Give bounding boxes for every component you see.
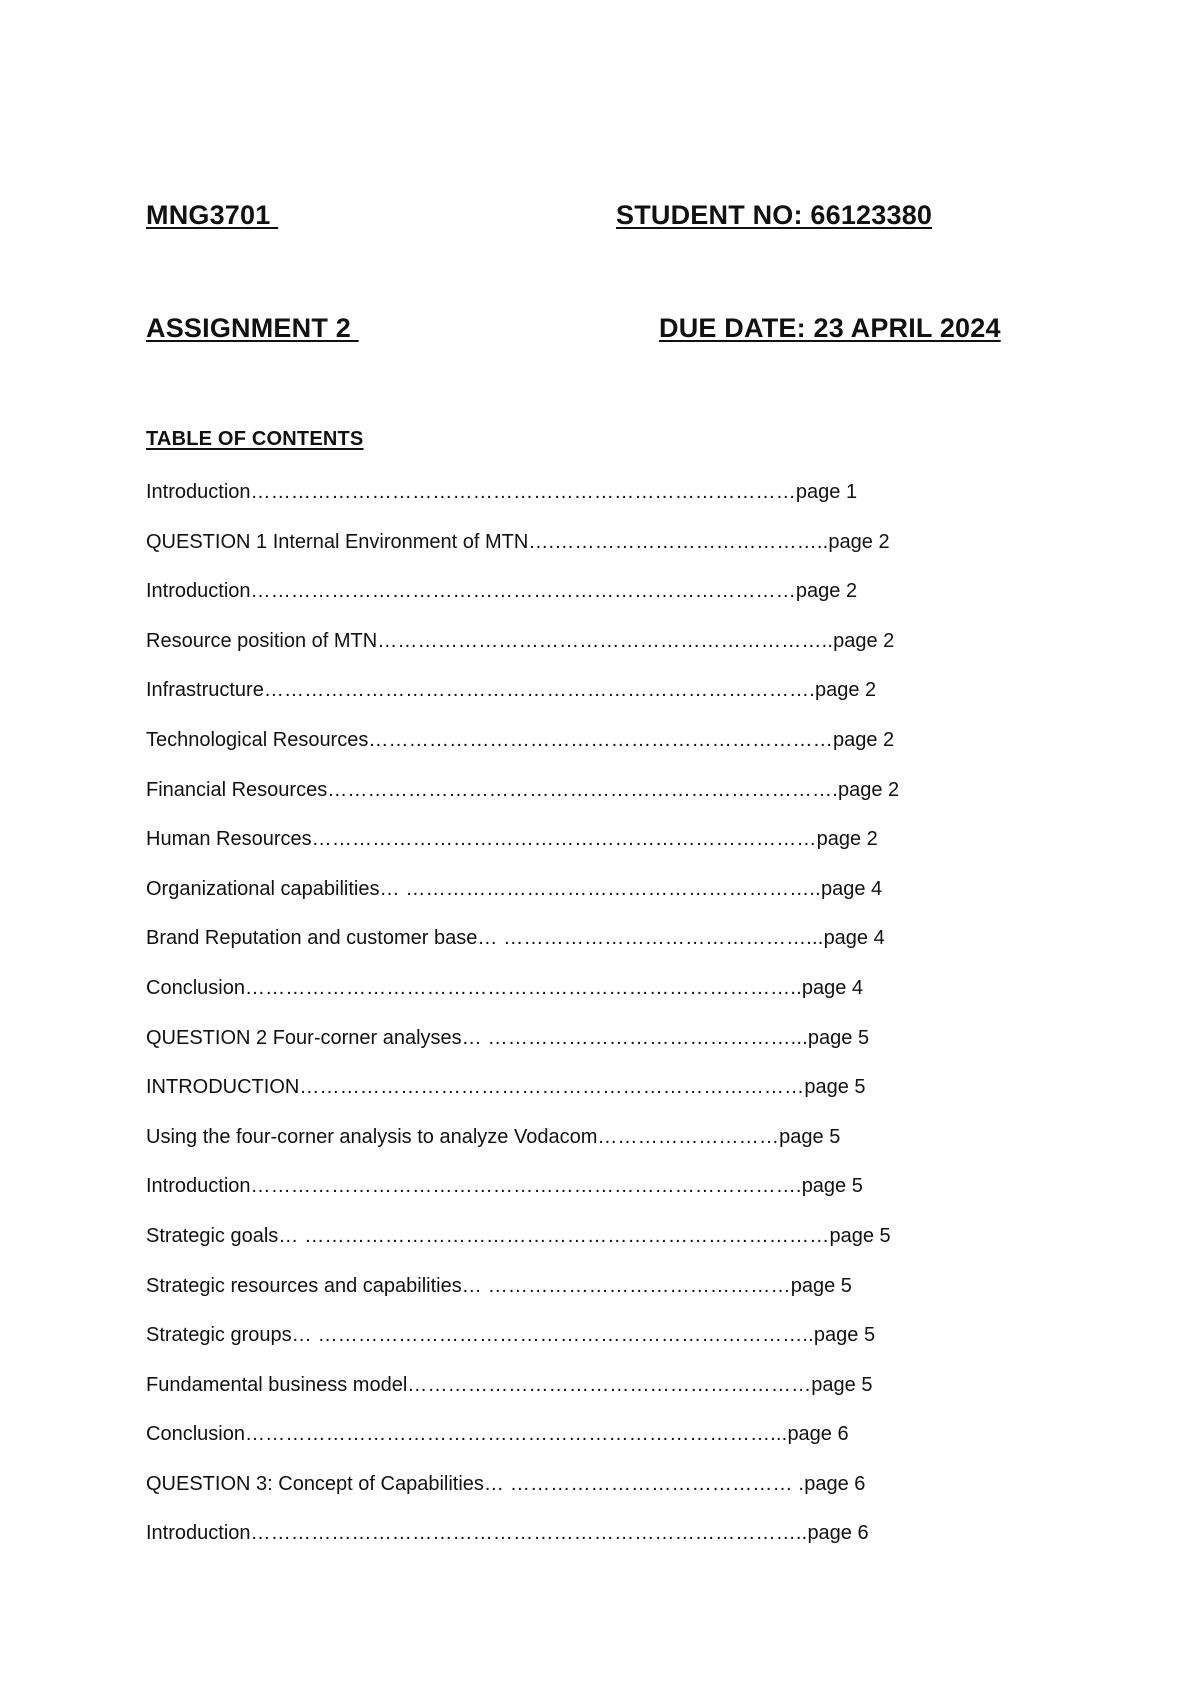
toc-entry-page: page 2: [815, 679, 877, 702]
toc-entry: [146, 676, 899, 726]
toc-entry: [146, 528, 899, 578]
assignment-title: ASSIGNMENT 2: [146, 313, 359, 343]
toc-entry-leader-dots: ……………………………………………………………………….: [250, 1175, 802, 1198]
toc-entry: [146, 875, 899, 925]
toc-entry-label: Organizational capabilities: [146, 877, 380, 900]
toc-entry-label: Strategic resources and capabilities: [146, 1274, 462, 1297]
toc-entry-label: Brand Reputation and customer base: [146, 927, 478, 950]
toc-entry-leader-dots: ………………………………………………………………………..: [244, 976, 802, 999]
toc-entry-page: page 5: [804, 1076, 866, 1099]
toc-entry: [146, 478, 899, 528]
toc-entry-page: page 5: [790, 1274, 852, 1297]
toc-entry: [146, 1272, 899, 1322]
toc-entry: [146, 577, 899, 627]
toc-entry-page: page 4: [820, 877, 883, 900]
toc-entry-leader-dots: ………………………………………………………………………: [250, 580, 796, 603]
toc-entry-label: QUESTION 2 Four-corner analyses: [146, 1026, 462, 1049]
toc-entry-page: page 6: [804, 1472, 866, 1495]
toc-entry-page: page 2: [837, 778, 900, 801]
toc-entry-leader-dots: ……………………………………………………………………….: [263, 679, 815, 702]
toc-entry-page: page 5: [811, 1373, 873, 1396]
toc-entry: [146, 1519, 899, 1569]
toc-entry-leader-dots: … ………………………………………: [461, 1274, 791, 1297]
toc-entry-label: Financial Resources: [146, 778, 328, 801]
toc-entry: [146, 974, 899, 1024]
toc-entry-leader-dots: …………………………………………………………………: [311, 828, 817, 851]
toc-entry-leader-dots: …………………………………………………………………: [299, 1076, 805, 1099]
toc-entry-label: Introduction: [146, 580, 251, 603]
toc-entry: [146, 1420, 899, 1470]
toc-entry: [146, 1371, 899, 1421]
toc-entry: [146, 1321, 899, 1371]
toc-entry-page: page 1: [795, 481, 858, 503]
toc-entry-label: Strategic goals: [146, 1224, 279, 1247]
toc-entry-leader-dots: ………………………: [597, 1125, 780, 1148]
toc-entry-page: page 5: [801, 1175, 863, 1198]
toc-title: TABLE OF CONTENTS: [146, 428, 364, 450]
toc-entry-leader-dots: … ………………………………………………………………..: [291, 1324, 814, 1347]
toc-entry-label: Resource position of MTN: [146, 629, 378, 652]
toc-entry-page: page 2: [832, 728, 895, 751]
toc-entry-label: Strategic groups: [146, 1324, 292, 1347]
toc-entry: [146, 924, 899, 974]
toc-entry-leader-dots: ………………………………………………………………………: [250, 481, 796, 503]
toc-entry-page: page 5: [807, 1026, 870, 1049]
toc-entry-page: page 2: [828, 530, 890, 553]
toc-entry-leader-dots: …………………………………………………………..: [377, 629, 834, 652]
toc-entry: [146, 1073, 899, 1123]
toc-list: [146, 478, 899, 1569]
toc-entry: [146, 825, 899, 875]
toc-entry-label: Human Resources: [146, 828, 312, 851]
toc-entry: [146, 1222, 899, 1272]
toc-entry-page: page 6: [787, 1423, 849, 1446]
toc-entry: [146, 726, 899, 776]
toc-entry-leader-dots: … ……………………………………………………………………: [278, 1224, 830, 1247]
toc-entry-page: page 4: [823, 927, 885, 950]
toc-entry-label: QUESTION 1 Internal Environment of MTN: [146, 530, 529, 553]
toc-entry-page: page 2: [795, 580, 858, 603]
toc-entry-label: Introduction: [146, 481, 251, 503]
toc-entry-label: Technological Resources: [146, 728, 369, 751]
toc-entry: [146, 1470, 899, 1520]
toc-entry-label: Using the four-corner analysis to analyze Vodacom: [146, 1125, 598, 1148]
toc-entry-page: page 2: [833, 629, 895, 652]
toc-entry-leader-dots: … …………………………………… .: [483, 1472, 805, 1495]
toc-entry: [146, 776, 899, 826]
toc-entry-leader-dots: ……………………………………………………………: [368, 728, 833, 751]
toc-entry-page: page 4: [801, 976, 864, 999]
course-code: MNG3701: [146, 200, 279, 230]
toc-entry-label: INTRODUCTION: [146, 1076, 300, 1099]
toc-entry-leader-dots: ………………………………………………………………….: [327, 778, 838, 801]
due-date: DUE DATE: 23 APRIL 2024: [659, 313, 1001, 343]
toc-entry-label: Conclusion: [146, 976, 245, 999]
student-number: STUDENT NO: 66123380: [616, 200, 933, 230]
toc-entry-leader-dots: ……………………………………………………: [407, 1373, 812, 1396]
toc-entry-label: Conclusion: [146, 1423, 245, 1446]
toc-entry: [146, 1172, 899, 1222]
toc-entry-label: Introduction: [146, 1175, 251, 1198]
toc-entry-leader-dots: … ………………………………………...: [461, 1026, 808, 1049]
toc-entry-page: page 5: [779, 1125, 841, 1148]
toc-entry-label: Introduction: [146, 1522, 251, 1545]
toc-entry-leader-dots: … ………………………………………...: [477, 927, 824, 950]
toc-entry-page: page 5: [813, 1324, 876, 1347]
toc-entry-label: Infrastructure: [146, 679, 264, 702]
toc-entry-label: QUESTION 3: Concept of Capabilities: [146, 1472, 484, 1495]
toc-entry-leader-dots: ……………………………………………………………………...: [244, 1423, 788, 1446]
toc-entry-page: page 6: [807, 1522, 869, 1545]
toc-entry: [146, 1123, 899, 1173]
toc-entry-leader-dots: ….…………………………………..: [528, 530, 829, 553]
toc-entry-page: page 2: [816, 828, 878, 851]
toc-entry-leader-dots: … ……………………………………………………..: [379, 877, 821, 900]
toc-entry: [146, 627, 899, 677]
toc-entry-leader-dots: ………………………………………………………………………..: [250, 1522, 808, 1545]
toc-entry: [146, 1024, 899, 1074]
toc-entry-label: Fundamental business model: [146, 1373, 408, 1396]
toc-entry-page: page 5: [829, 1224, 891, 1247]
